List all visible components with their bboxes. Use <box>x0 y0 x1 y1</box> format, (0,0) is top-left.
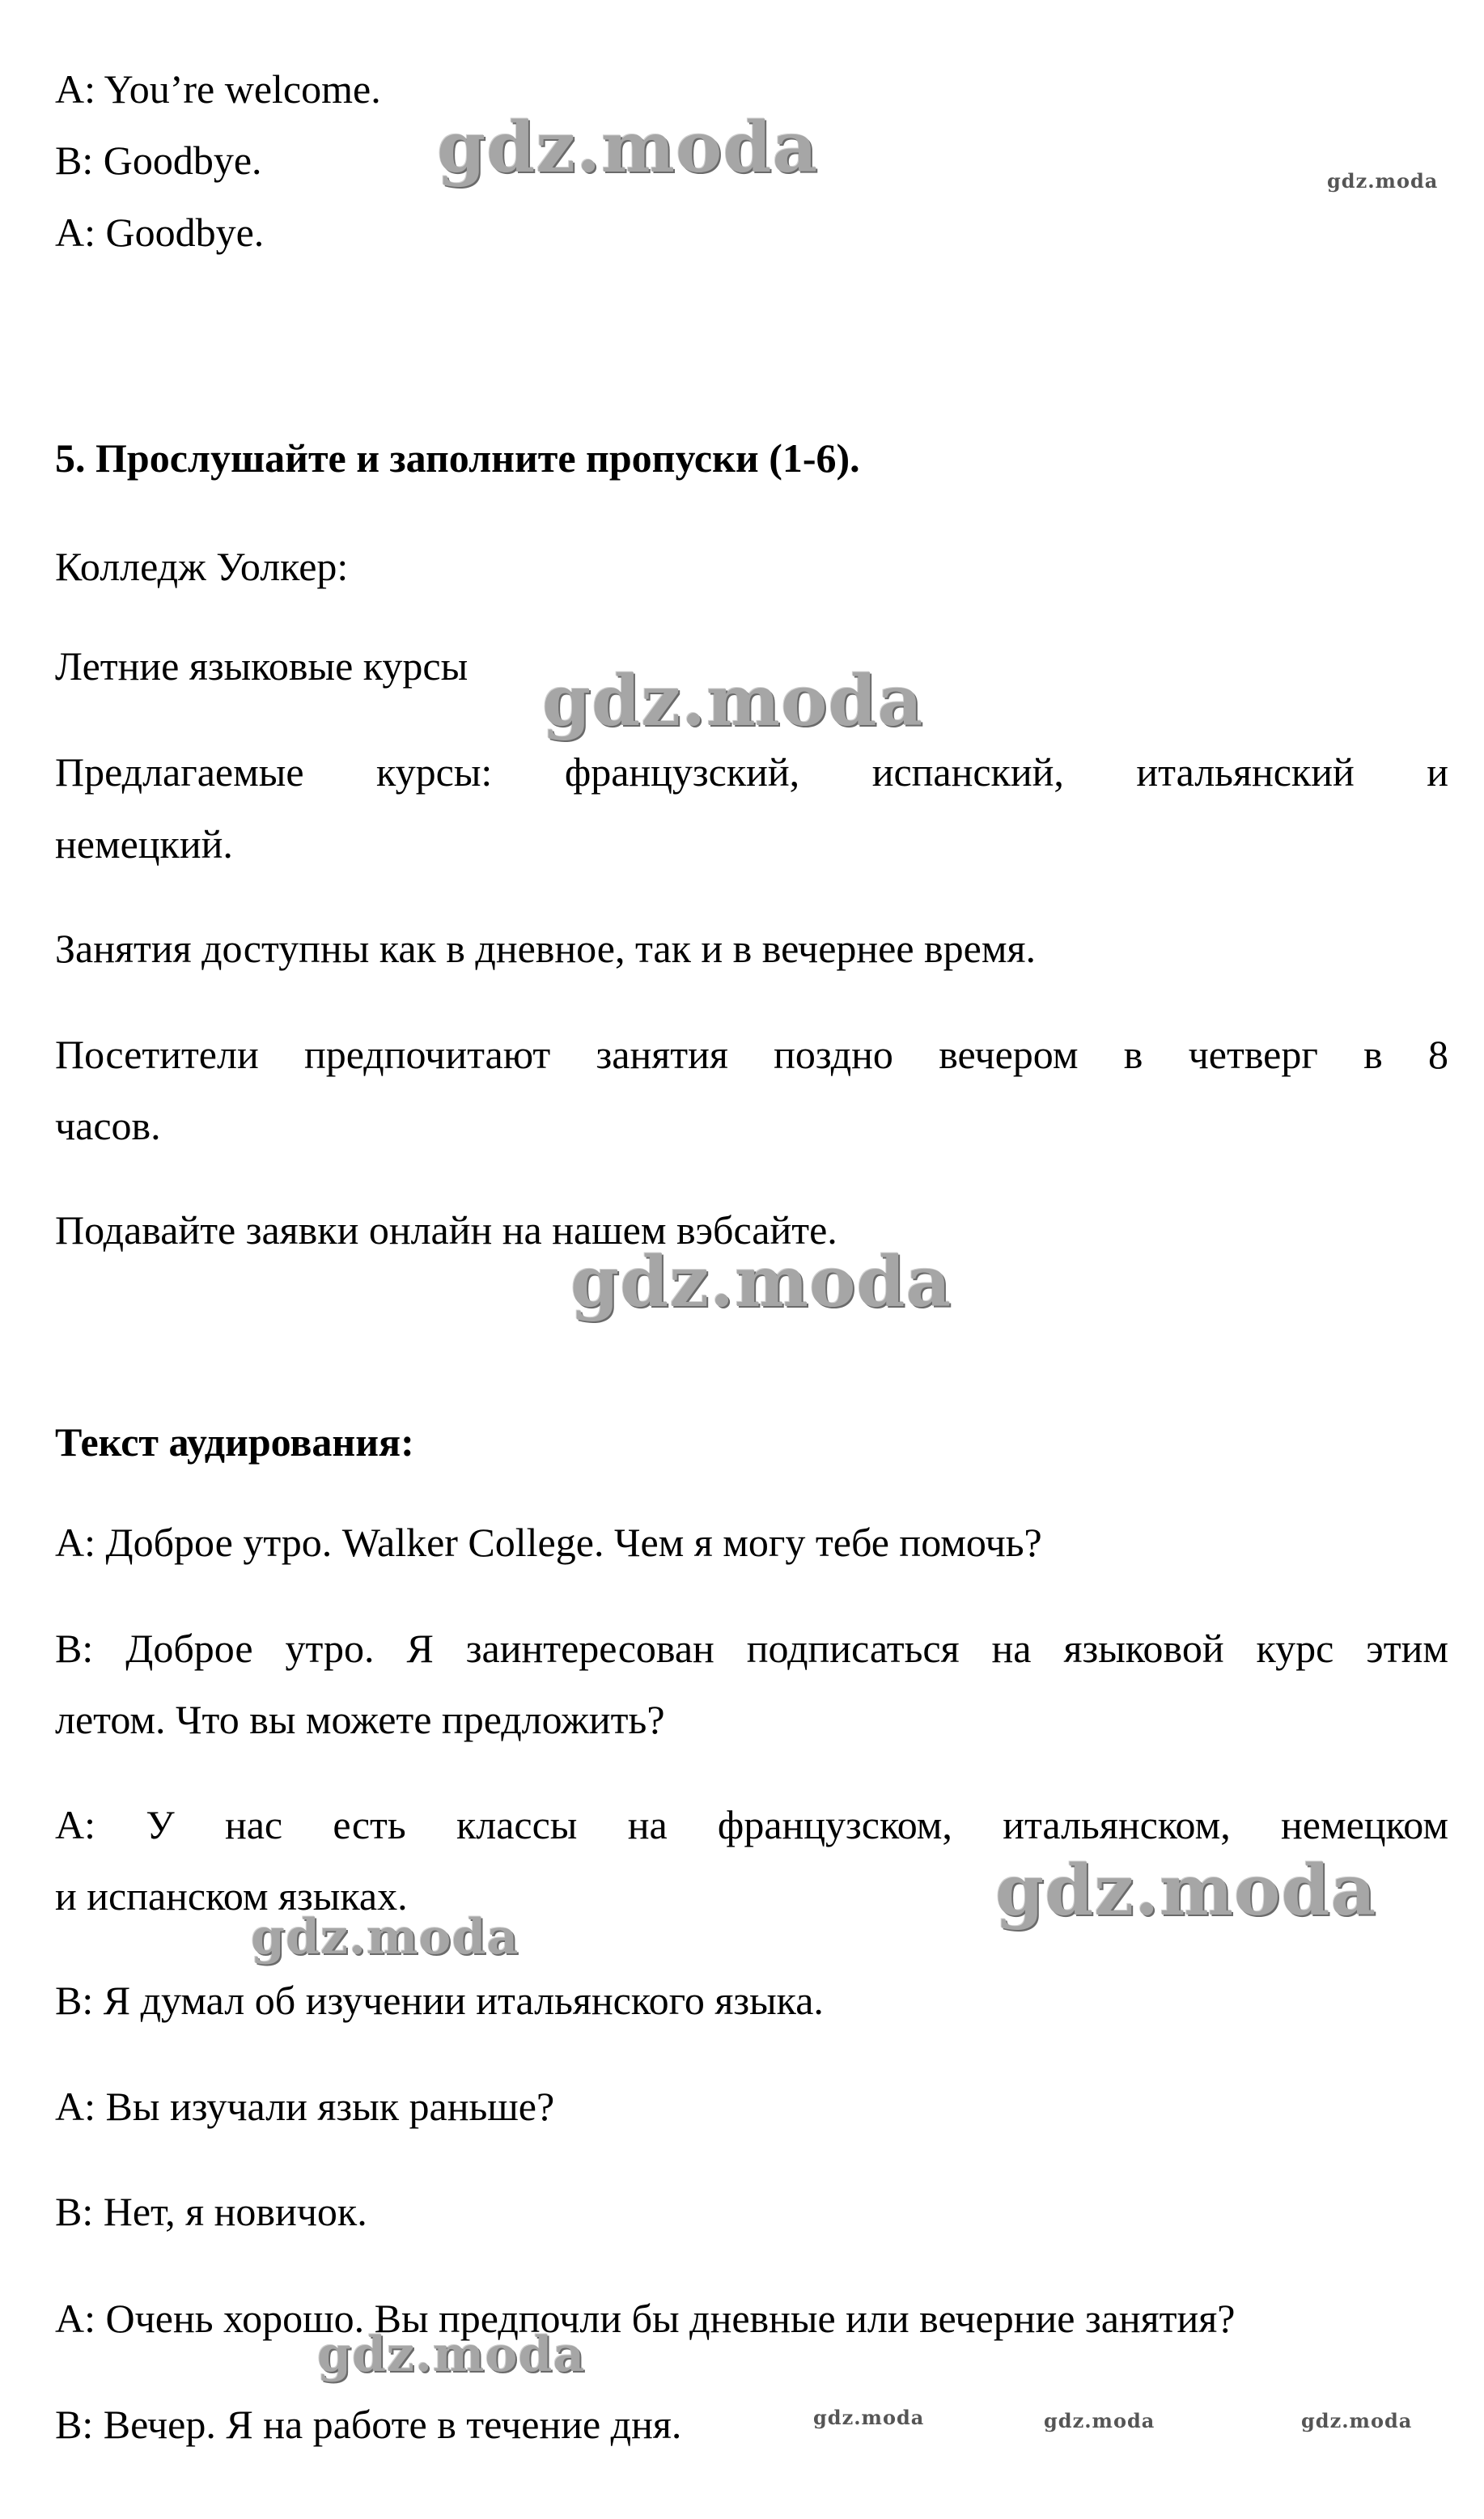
dialog-line: A: Goodbye. <box>55 210 265 255</box>
watermark: gdz.moda <box>437 107 819 189</box>
listening-line: B: Вечер. Я на работе в течение дня. <box>55 2402 682 2447</box>
task-heading: 5. Прослушайте и заполните пропуски (1-6). <box>55 435 860 481</box>
task-line: немецкий. <box>55 821 233 867</box>
listening-line-justified: A: У нас есть классы на французском, итальянском, немецком <box>55 1802 1448 1847</box>
watermark: gdz.moda <box>813 2406 925 2429</box>
listening-line: и испанском языках. <box>55 1873 408 1919</box>
listening-line: A: Очень хорошо. Вы предпочли бы дневные или вечерние занятия? <box>55 2296 1236 2341</box>
task-line: Занятия доступны как в дневное, так и в вечернее время. <box>55 926 1036 971</box>
task-line: Подавайте заявки онлайн на нашем вэбсайте. <box>55 1207 837 1253</box>
watermark: gdz.moda <box>570 1241 952 1323</box>
watermark: gdz.moda <box>251 1909 519 1966</box>
listening-line: B: Я думал об изучении итальянского языка. <box>55 1978 824 2023</box>
listening-heading: Текст аудирования: <box>55 1419 414 1465</box>
listening-line: B: Нет, я новичок. <box>55 2189 367 2234</box>
listening-line: A: Вы изучали язык раньше? <box>55 2084 555 2129</box>
task-line: Колледж Уолкер: <box>55 544 349 589</box>
watermark: gdz.moda <box>317 2326 586 2383</box>
listening-line: A: Доброе утро. Walker College. Чем я могу тебе помочь? <box>55 1520 1042 1565</box>
task-line-justified: Посетители предпочитают занятия поздно вечером в четверг в 8 <box>55 1032 1448 1077</box>
watermark: gdz.moda <box>542 660 924 742</box>
listening-line-justified: B: Доброе утро. Я заинтересован подписаться на языковой курс этим <box>55 1626 1448 1671</box>
dialog-line: B: Goodbye. <box>55 138 262 183</box>
watermark: gdz.moda <box>1301 2409 1413 2432</box>
watermark: gdz.moda <box>1327 169 1439 193</box>
watermark: gdz.moda <box>1044 2409 1155 2432</box>
listening-line: летом. Что вы можете предложить? <box>55 1697 665 1742</box>
task-line-justified: Предлагаемые курсы: французский, испанский, итальянский и <box>55 749 1448 795</box>
watermark: gdz.moda <box>995 1850 1377 1932</box>
task-line: часов. <box>55 1103 161 1148</box>
dialog-line: A: You’re welcome. <box>55 66 381 112</box>
task-line: Летние языковые курсы <box>55 643 469 689</box>
